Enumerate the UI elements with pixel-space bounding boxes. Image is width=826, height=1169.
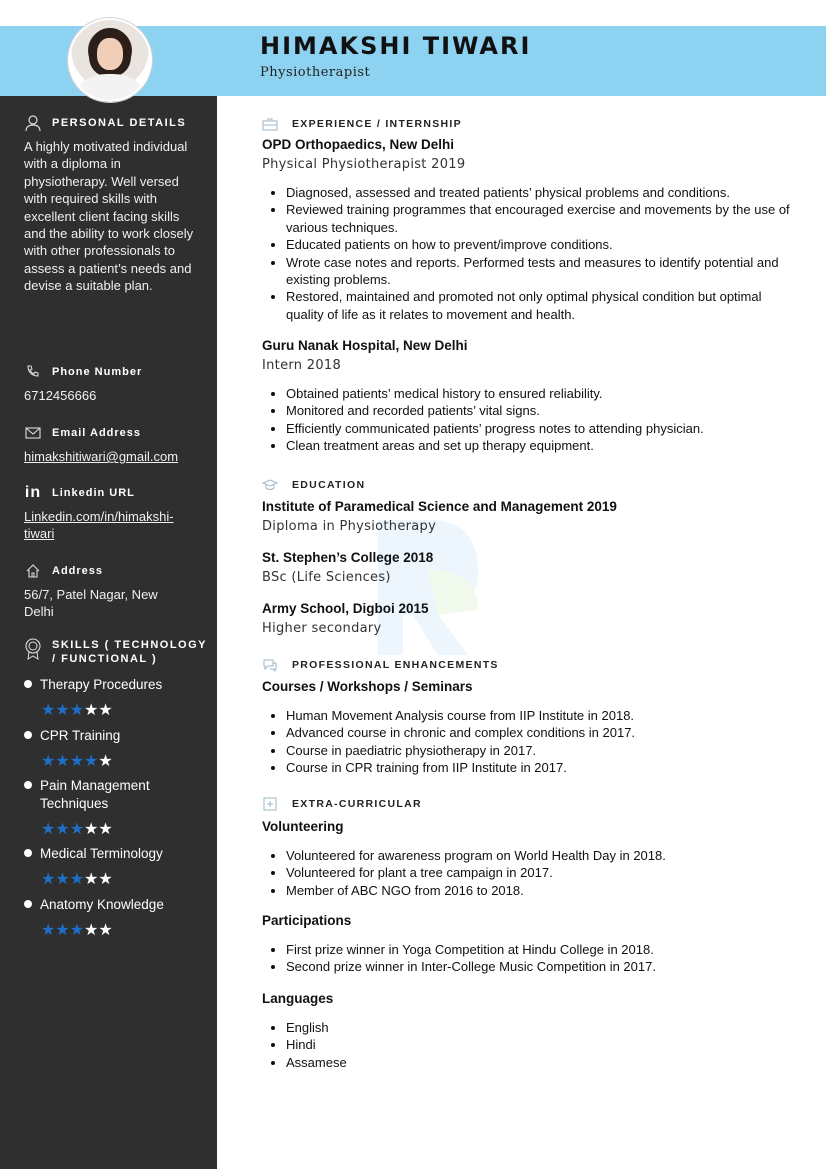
skill-label: Therapy Procedures: [40, 677, 163, 692]
linkedin-icon: in: [24, 484, 42, 501]
linkedin-section: [24, 484, 189, 543]
enhancements-subheading: Courses / Workshops / Seminars: [262, 679, 473, 694]
extra-group-title: Participations: [262, 913, 352, 928]
personal-summary: A highly motivated individual with a diploma in physiotherapy. Well versed with required skills with excellent client facing skills and the ability to work closely with other professionals to assess a patient’s needs and devise a suitable plan.: [24, 139, 194, 294]
skill-label-row: [24, 727, 204, 745]
education-degree: Higher secondary: [262, 621, 382, 636]
graduation-cap-icon: [262, 478, 278, 492]
skill-item: [24, 727, 204, 771]
email-link[interactable]: himakshitiwari@gmail.com: [24, 449, 179, 464]
skill-rating: ★★★★★: [41, 753, 113, 770]
education-school: St. Stephen’s College 2018: [262, 550, 434, 565]
extra-heading: [262, 797, 422, 811]
phone-icon: [24, 363, 42, 381]
education-degree: Diploma in Physiotherapy: [262, 519, 437, 534]
skill-rating: ★★★★★: [41, 871, 113, 888]
job-title: Guru Nanak Hospital, New Delhi: [262, 338, 468, 353]
enhancements-title: PROFESSIONAL ENHANCEMENTS: [292, 659, 499, 671]
address-heading: [24, 562, 174, 580]
bullet-icon: [24, 781, 32, 789]
extra-group-bullets: [262, 941, 802, 976]
list-item: • First prize winner in Yoga Competition at Hindu College in 2018.: [286, 941, 802, 958]
skill-item: [24, 845, 204, 889]
job-bullets: [262, 184, 802, 323]
avatar-face: [97, 38, 123, 70]
skills-title-line2: / FUNCTIONAL ): [52, 653, 158, 665]
candidate-name: HIMAKSHI TIWARI: [260, 32, 532, 60]
address-title: Address: [52, 565, 104, 577]
linkedin-link[interactable]: Linkedin.com/in/himakshi-tiwari: [24, 509, 174, 542]
bullet-icon: [24, 849, 32, 857]
list-item: • Reviewed training programmes that encouraged exercise and movements by the use of various techniques.: [286, 201, 802, 236]
skill-label-row: [24, 676, 204, 694]
phone-value[interactable]: 6712456666: [24, 388, 97, 403]
bullet-icon: [24, 680, 32, 688]
skill-rating: ★★★★★: [41, 922, 113, 939]
list-item: • Second prize winner in Inter-College Music Competition in 2017.: [286, 958, 802, 975]
education-entry: [262, 550, 802, 585]
extra-group-bullets: [262, 847, 802, 899]
education-title: EDUCATION: [292, 479, 366, 491]
person-icon: [24, 114, 42, 132]
skill-label-row: [24, 845, 204, 863]
job-subtitle: Physical Physiotherapist 2019: [262, 157, 466, 172]
list-item: • English: [286, 1019, 802, 1036]
personal-details-heading: [24, 114, 194, 132]
chat-icon: [262, 658, 278, 672]
experience-heading: [262, 117, 462, 131]
extra-group-title: Languages: [262, 991, 334, 1006]
list-item: • Course in CPR training from IIP Institute in 2017.: [286, 759, 802, 776]
email-title: Email Address: [52, 427, 142, 439]
skill-item: [24, 777, 204, 839]
skill-item: [24, 676, 204, 720]
skills-title-line1: SKILLS ( TECHNOLOGY: [52, 639, 207, 651]
avatar: [68, 18, 152, 102]
email-heading: [24, 424, 194, 442]
home-icon: [24, 562, 42, 580]
briefcase-icon: [262, 117, 278, 131]
bullet-icon: [24, 731, 32, 739]
skills-title: [52, 638, 207, 666]
list-item: • Restored, maintained and promoted not only optimal physical condition but optimal quality of life as it relates to movement and health.: [286, 288, 802, 323]
phone-title: Phone Number: [52, 366, 143, 378]
list-item: • Advanced course in chronic and complex conditions in 2017.: [286, 724, 802, 741]
list-item: • Course in paediatric physiotherapy in 2017.: [286, 742, 802, 759]
skill-label: CPR Training: [40, 728, 121, 743]
plus-icon: [262, 797, 278, 811]
extra-group: [262, 819, 802, 899]
skill-label-row: [24, 777, 204, 813]
list-item: • Assamese: [286, 1054, 802, 1071]
bullet-icon: [24, 900, 32, 908]
avatar-body: [78, 74, 142, 102]
list-item: • Human Movement Analysis course from IIP Institute in 2018.: [286, 707, 802, 724]
job-entry: [262, 338, 802, 455]
job-bullets: [262, 385, 802, 455]
list-item: • Volunteered for awareness program on World Health Day in 2018.: [286, 847, 802, 864]
list-item: • Educated patients on how to prevent/improve conditions.: [286, 236, 802, 253]
extra-group: [262, 991, 802, 1071]
job-subtitle: Intern 2018: [262, 358, 342, 373]
address-section: [24, 562, 174, 621]
enhancements-heading: [262, 658, 499, 672]
skill-rating: ★★★★★: [41, 702, 113, 719]
extra-group: [262, 913, 802, 976]
phone-heading: [24, 363, 194, 381]
skill-label: Pain Management Techniques: [40, 778, 150, 811]
education-school: Institute of Paramedical Science and Management 2019: [262, 499, 617, 514]
phone-section: [24, 363, 194, 404]
linkedin-title: Linkedin URL: [52, 487, 135, 499]
skill-rating: ★★★★★: [41, 821, 113, 838]
skill-label-row: [24, 896, 204, 914]
mail-icon: [24, 424, 42, 442]
education-entry: [262, 601, 802, 636]
email-section: [24, 424, 194, 465]
list-item: • Efficiently communicated patients’ progress notes to attending physician.: [286, 420, 802, 437]
extra-group-bullets: [262, 1019, 802, 1071]
experience-title: EXPERIENCE / INTERNSHIP: [292, 118, 462, 130]
list-item: • Monitored and recorded patients’ vital signs.: [286, 402, 802, 419]
list-item: • Obtained patients’ medical history to ensured reliability.: [286, 385, 802, 402]
enhancements-bullets: [262, 707, 802, 777]
list-item: • Clean treatment areas and set up therapy equipment.: [286, 437, 802, 454]
skills-section: [24, 638, 207, 666]
linkedin-heading: [24, 484, 189, 502]
education-entry: [262, 499, 802, 534]
personal-details-title: PERSONAL DETAILS: [52, 117, 187, 129]
list-item: • Hindi: [286, 1036, 802, 1053]
skill-item: [24, 896, 204, 940]
enhancements-entry: [262, 679, 802, 777]
list-item: • Wrote case notes and reports. Performed tests and measures to identify potential and existing problems.: [286, 254, 802, 289]
address-value: 56/7, Patel Nagar, New Delhi: [24, 587, 158, 620]
education-heading: [262, 478, 365, 492]
extra-group-title: Volunteering: [262, 819, 344, 834]
job-entry: [262, 137, 802, 323]
extra-title: EXTRA-CURRICULAR: [292, 798, 422, 810]
skills-heading: [24, 638, 207, 666]
education-degree: BSc (Life Sciences): [262, 570, 391, 585]
skill-label: Medical Terminology: [40, 846, 163, 861]
candidate-role: Physiotherapist: [260, 65, 371, 80]
skill-label: Anatomy Knowledge: [40, 897, 164, 912]
job-title: OPD Orthopaedics, New Delhi: [262, 137, 455, 152]
badge-icon: [24, 640, 42, 658]
list-item: • Volunteered for plant a tree campaign in 2017.: [286, 864, 802, 881]
personal-details-section: [24, 114, 194, 295]
list-item: • Diagnosed, assessed and treated patients’ physical problems and conditions.: [286, 184, 802, 201]
list-item: • Member of ABC NGO from 2016 to 2018.: [286, 882, 802, 899]
education-school: Army School, Digboi 2015: [262, 601, 429, 616]
